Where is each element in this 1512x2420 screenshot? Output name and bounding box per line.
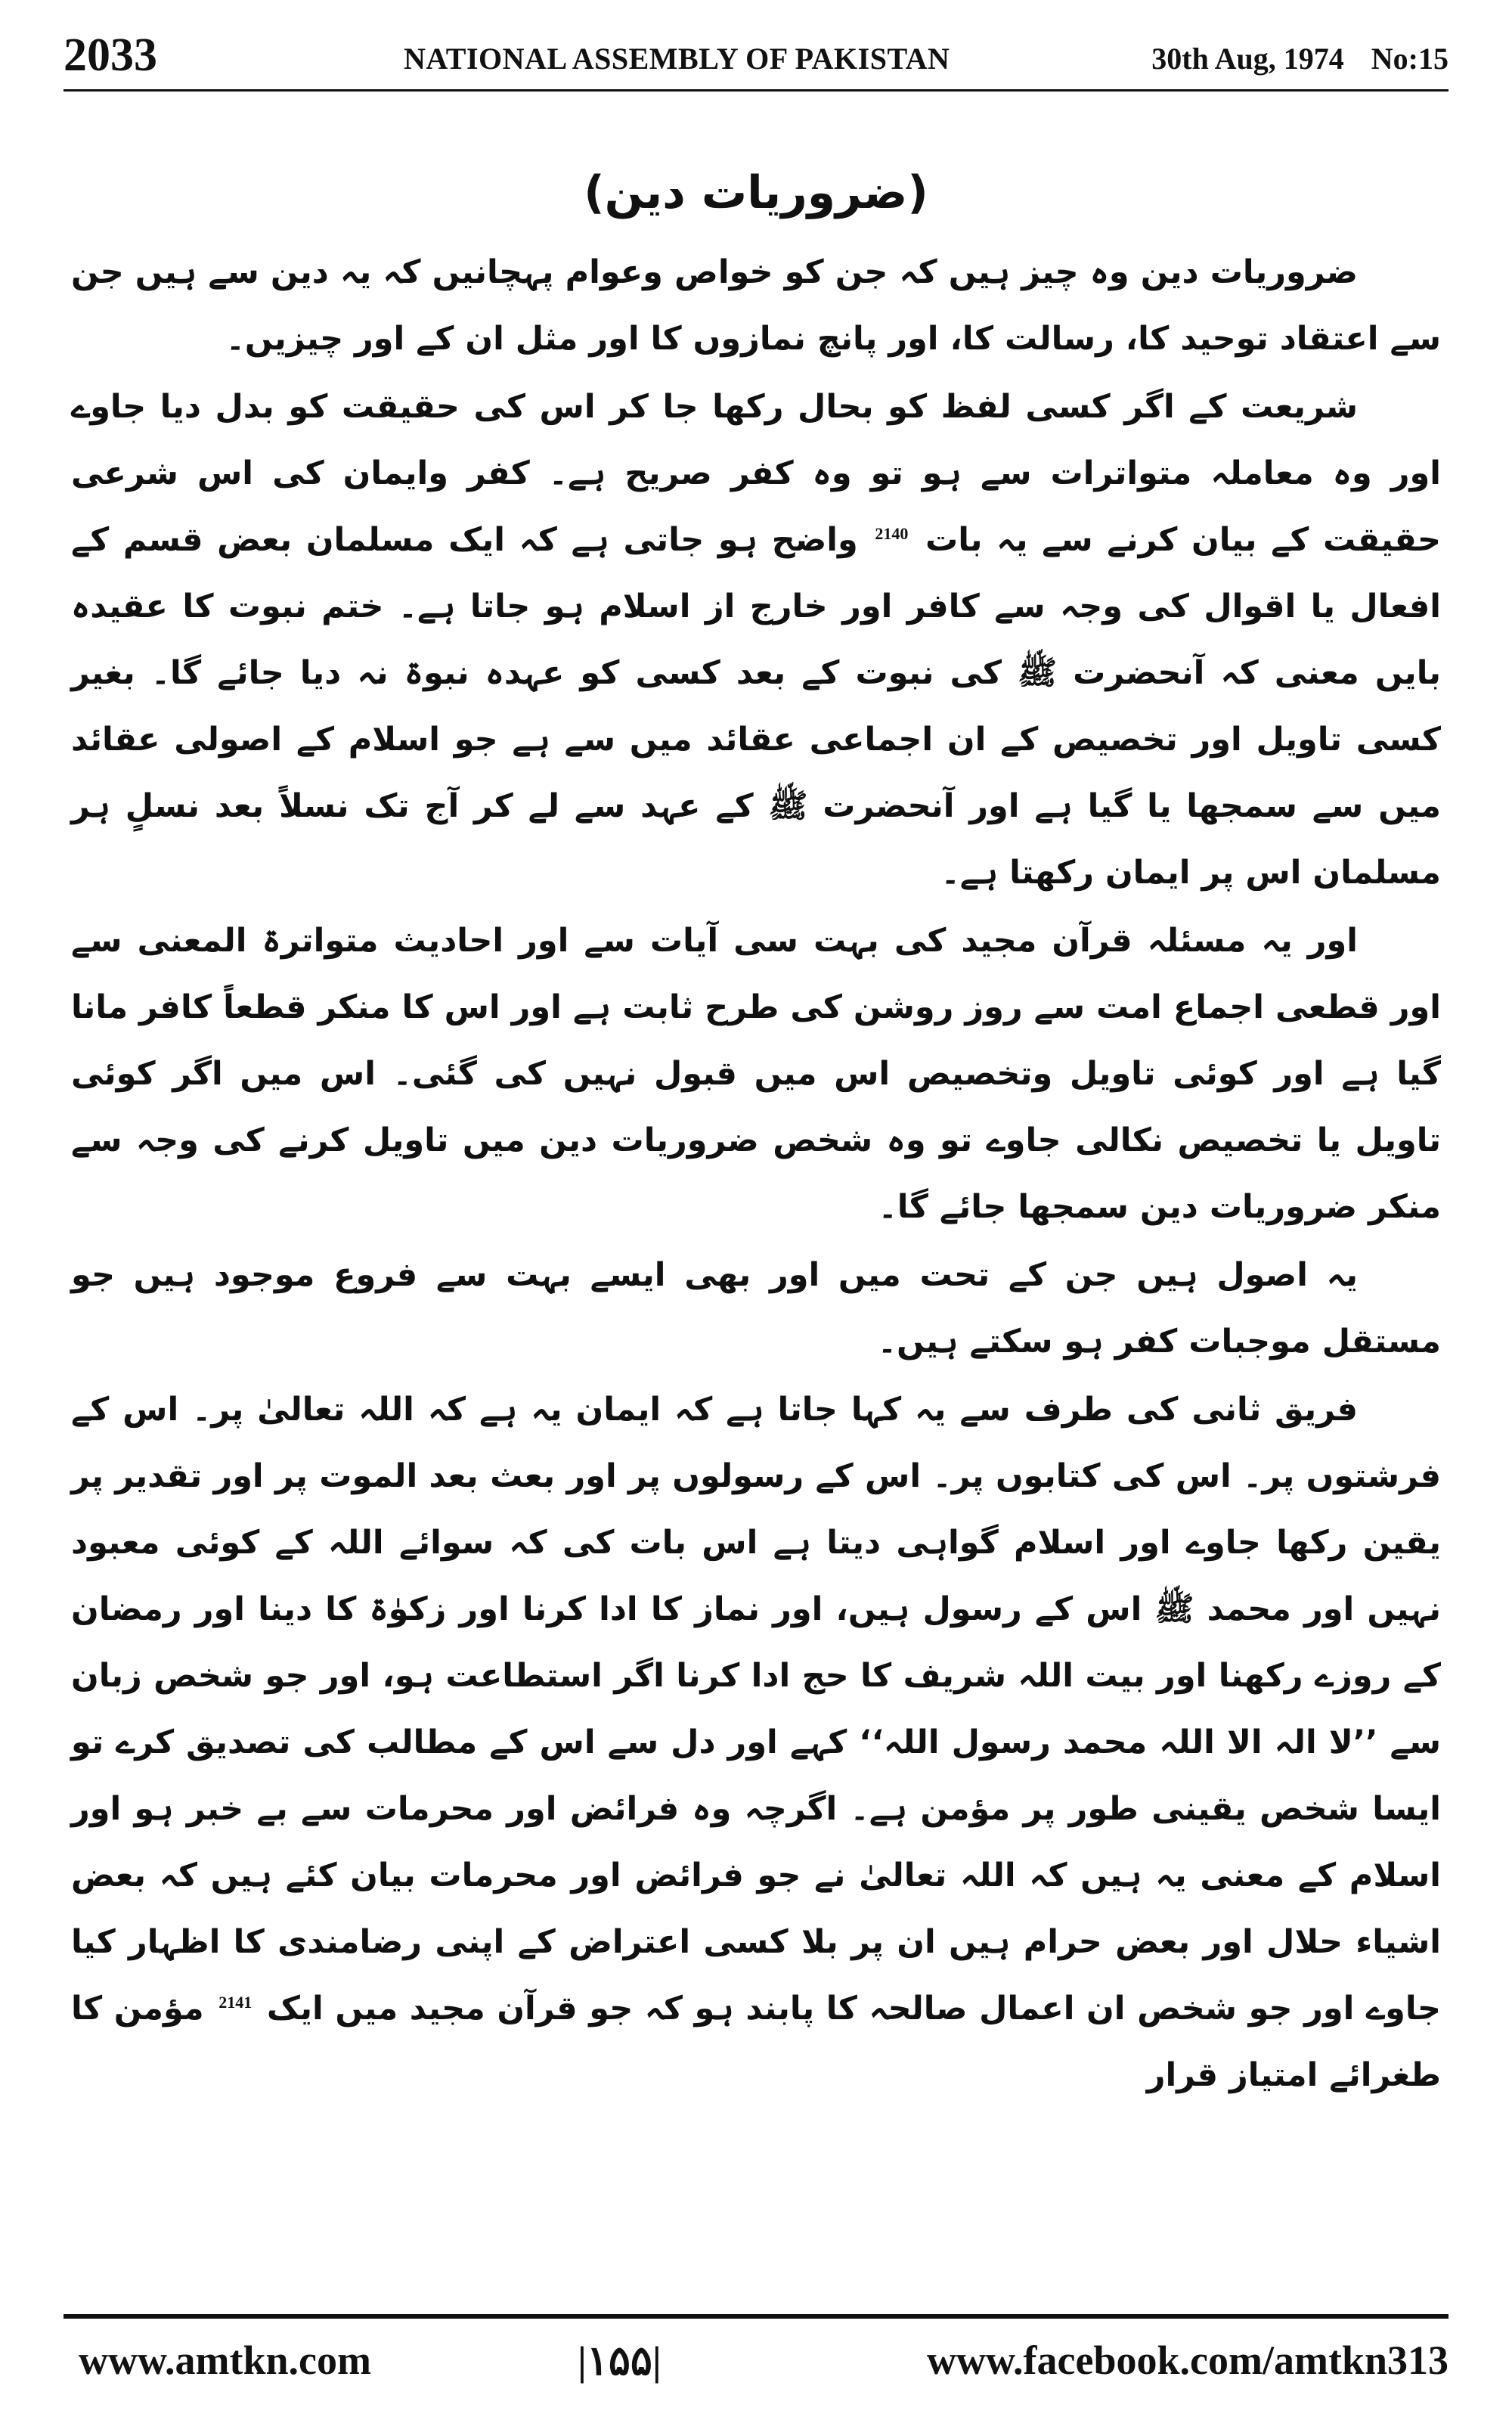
paragraph-text: ضروریات دین وہ چیز ہیں کہ جن کو خواص وعوام پہچانیں کہ یہ دین سے ہیں جن سے اعتقاد توحید کا، رسالت کا، اور پانچ نمازوں کا اور مثل ان کے اور چیزیں۔ — [71, 253, 1441, 358]
paragraph-text: شریعت کے اگر کسی لفظ کو بحال رکھا جا کر اس کی حقیقت کو بدل دیا جاوے اور وہ معاملہ متواترات سے ہو تو وہ کفر صریح ہے۔ کفر وایمان کی اس شرعی حقیقت کے بیان کرنے سے یہ بات — [71, 388, 1441, 559]
reference-marker: 2141 — [218, 1992, 253, 2012]
website-link[interactable]: www.amtkn.com — [79, 2338, 371, 2383]
publication-title: NATIONAL ASSEMBLY OF PAKISTAN — [404, 42, 950, 76]
page-number: 2033 — [64, 29, 157, 81]
session-date: 30th Aug, 1974 — [1151, 42, 1344, 76]
paragraph-3 — [71, 908, 1441, 1240]
header-date-issue — [1151, 41, 1448, 76]
page-footer — [64, 2337, 1448, 2397]
page-header — [64, 29, 1448, 89]
book-page-number: |۱۵۵| — [578, 2338, 662, 2384]
header-rule — [64, 89, 1448, 92]
paragraph-5 — [71, 1376, 1441, 2108]
section-heading: (ضروریات دین) — [584, 166, 928, 219]
issue-number: No:15 — [1371, 42, 1448, 76]
footer-rule — [64, 2314, 1448, 2319]
paragraph-text-continued: واضح ہو جاتی ہے کہ ایک مسلمان بعض قسم کے افعال یا اقوال کی وجہ سے کافر اور خارج از اسلام ہو جاتا ہے۔ ختم نبوت کا عقیدہ بایں معنی کہ آنحضرت ﷺ کی نبوت کے بعد کسی کو عہدہ نبوۃ نہ دیا جائے گا۔ بغیر کسی تاویل اور تخصیص کے ان اجماعی عقائد میں سے ہے جو اسلام کے اصولی عقائد میں سے سمجھا یا گیا ہے اور آنحضرت ﷺ کے عہد سے لے کر آج تک نسلاً بعد نسلٍ ہر مسلمان اس پر ایمان رکھتا ہے۔ — [71, 521, 1441, 892]
paragraph-text: یہ اصول ہیں جن کے تحت میں اور بھی ایسے بہت سے فروع موجود ہیں جو مستقل موجبات کفر ہو سکتے ہیں۔ — [71, 1256, 1441, 1360]
paragraph-1 — [71, 239, 1441, 372]
paragraph-text: فریق ثانی کی طرف سے یہ کہا جاتا ہے کہ ایمان یہ ہے کہ اللہ تعالیٰ پر۔ اس کے فرشتوں پر۔ اس کی کتابوں پر۔ اس کے رسولوں پر اور بعث بعد الموت پر اور تقدیر پر یقین رکھا جاوے اور اسلام گواہی دیتا ہے اس بات کی کہ سوائے اللہ کے کوئی معبود نہیں اور محمد ﷺ اس کے رسول ہیں، اور نماز کا ادا کرنا اور زکوٰۃ کا دینا اور رمضان کے روزے رکھنا اور بیت اللہ شریف کا حج ادا کرنا اگر استطاعت ہو، اور جو شخص زبان سے ’’لا الہ الا اللہ محمد رسول اللہ‘‘ کہے اور دل سے اس کے مطالب کی تصدیق کرے تو ایسا شخص یقینی طور پر مؤمن ہے۔ اگرچہ وہ فرائض اور محرمات سے بے خبر ہو اور اسلام کے معنی یہ ہیں کہ اللہ تعالیٰ نے جو فرائض اور محرمات بیان کئے ہیں کہ بعض اشیاء حلال اور بعض حرام ہیں ان پر بلا کسی اعتراض کے اپنی رضامندی کا اظہار کیا جاوے اور جو شخص ان اعمال صالحہ کا پابند ہو کہ جو قرآن مجید میں ایک — [71, 1391, 1441, 2028]
paragraph-4 — [71, 1242, 1441, 1375]
paragraph-text-continued: مؤمن کا طغرائے امتیاز قرار — [71, 1990, 1441, 2094]
paragraph-2 — [71, 374, 1441, 906]
reference-marker: 2140 — [875, 523, 909, 543]
page-body — [71, 151, 1441, 2110]
paragraph-text: اور یہ مسئلہ قرآن مجید کی بہت سی آیات سے اور احادیث متواترۃ المعنی سے اور قطعی اجماع امت سے روز روشن کی طرح ثابت ہے اور اس کا منکر قطعاً کافر مانا گیا ہے اور کوئی تاویل وتخصیص اس میں قبول نہیں کی گئی۔ اس میں اگر کوئی تاویل یا تخصیص نکالی جاوے تو وہ شخص ضروریات دین میں تاویل کرنے کی وجہ سے منکر ضروریات دین سمجھا جائے گا۔ — [71, 922, 1441, 1226]
facebook-link[interactable]: www.facebook.com/amtkn313 — [927, 2338, 1448, 2383]
